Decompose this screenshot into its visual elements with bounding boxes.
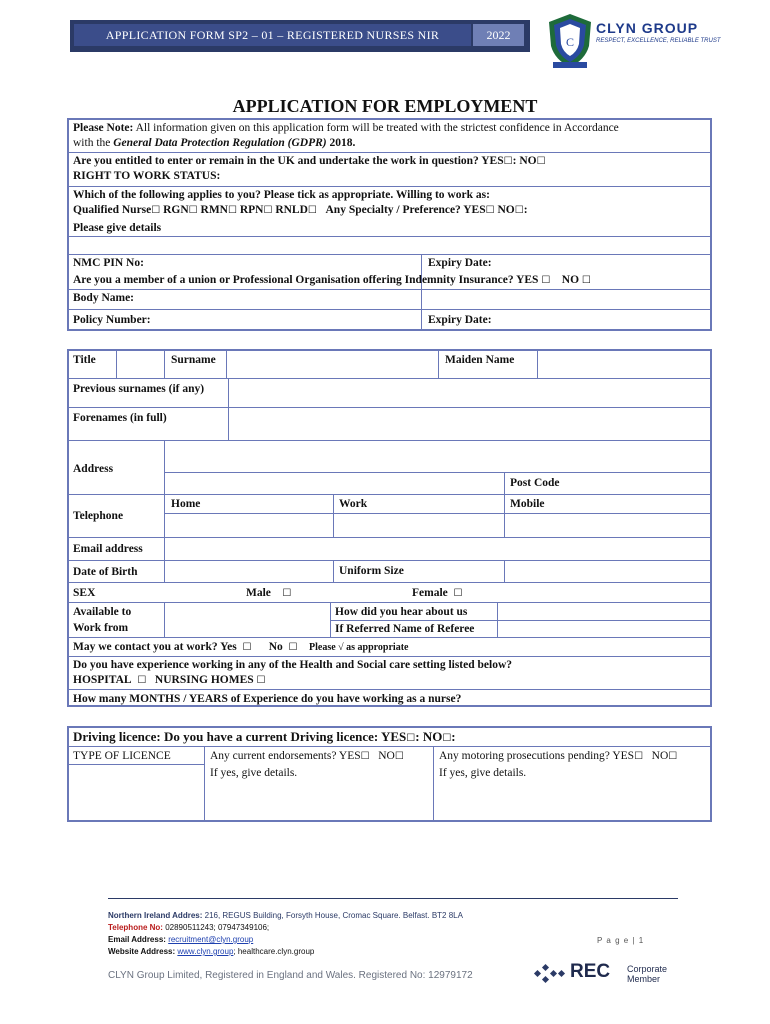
corporate-member-line1: Corporate	[627, 964, 668, 974]
company-shield-logo	[545, 12, 595, 70]
svg-text:C: C	[565, 35, 575, 49]
rec-wordmark: REC	[570, 961, 611, 982]
divider	[68, 746, 711, 747]
experience-question: Do you have experience working in any of the Health and Social care setting listed below?	[73, 659, 513, 671]
home-phone-label: Home	[171, 498, 201, 510]
contact-yes-label: May we contact you at work? Yes	[73, 641, 237, 653]
divider	[497, 602, 498, 637]
telephone-numbers	[108, 923, 269, 932]
details-field[interactable]	[69, 237, 710, 253]
policy-number-label: Policy Number:	[73, 314, 151, 326]
privacy-note-text: All information given on this application form will be treated with the strictest confidence in Accordance	[133, 122, 619, 134]
ni-address-label: Northern Ireland Addres:	[108, 911, 203, 920]
footer-rule	[108, 898, 678, 899]
endorsement-no-checkbox[interactable]: ☐	[394, 751, 404, 762]
email-label: Email address	[73, 543, 143, 555]
prosecution-no-label: NO	[651, 750, 669, 762]
divider	[68, 152, 711, 153]
rec-logo-icon	[533, 962, 567, 986]
how-hear-label: How did you hear about us	[335, 606, 468, 618]
form-header-bar	[70, 20, 530, 52]
female-label: Female	[412, 587, 448, 599]
female-checkbox[interactable]: ☐	[453, 588, 463, 599]
divider	[438, 350, 439, 378]
divider	[164, 472, 711, 473]
telephone-footer-label: Telephone No:	[108, 923, 163, 932]
rnld-checkbox[interactable]: ☐	[307, 205, 317, 216]
form-year-badge: 2022	[473, 24, 524, 46]
prosecution-yes-checkbox[interactable]: ☐	[634, 751, 644, 762]
experience-duration-question: How many MONTHS / YEARS of Experience do you have working as a nurse?	[73, 693, 462, 705]
union-no-label: NO	[561, 274, 580, 286]
contact-no-label: No	[268, 641, 283, 653]
gdpr-reference: General Data Protection Regulation (GDPR)	[113, 137, 327, 149]
nmc-pin-label: NMC PIN No:	[73, 257, 144, 269]
endorsements-question	[210, 749, 404, 764]
endorsement-details-label: If yes, give details.	[210, 767, 298, 779]
male-checkbox[interactable]: ☐	[282, 588, 292, 599]
surname-label: Surname	[171, 354, 216, 366]
page-number	[597, 936, 644, 945]
divider	[226, 350, 227, 378]
qualified-nurse-checkbox[interactable]: ☐	[151, 205, 161, 216]
footer-email	[108, 935, 253, 944]
please-give-details-label: Please give details	[73, 222, 162, 234]
telephone-label: Telephone	[73, 510, 124, 522]
endorsement-no-label: NO	[378, 750, 395, 762]
gdpr-year: 2018.	[326, 137, 356, 149]
nursing-homes-checkbox[interactable]: ☐	[256, 675, 266, 686]
page-num: | 1	[632, 936, 645, 945]
driving-yes-checkbox[interactable]: ☐	[406, 733, 416, 744]
page-title: APPLICATION FOR EMPLOYMENT	[232, 96, 538, 116]
body-name-label: Body Name:	[73, 292, 135, 304]
nmc-expiry-label: Expiry Date:	[428, 257, 492, 269]
divider	[164, 602, 165, 637]
footer-email-label: Email Address:	[108, 935, 166, 944]
website-link[interactable]: www.clyn.group	[177, 947, 234, 956]
prosecution-yes-label: Any motoring prosecutions pending? YES	[439, 750, 635, 762]
corporate-member-line2: Member	[627, 974, 661, 984]
driving-colon: :	[451, 729, 456, 744]
driving-no-label: : NO	[415, 729, 443, 744]
hospital-checkbox[interactable]: ☐	[137, 675, 147, 686]
uk-entitled-no-checkbox[interactable]: ☐	[536, 156, 546, 167]
registration-note: CLYN Group Limited, Registered in England and Wales. Registered No: 12979172	[108, 970, 473, 981]
divider	[164, 441, 165, 582]
dob-label: Date of Birth	[73, 566, 138, 578]
divider	[204, 747, 205, 821]
endorsement-yes-label: Any current endorsements? YES	[210, 750, 361, 762]
divider	[68, 186, 711, 187]
divider	[330, 620, 711, 621]
divider	[68, 689, 711, 690]
footer-website	[108, 947, 314, 956]
divider	[333, 494, 334, 537]
contact-yes-checkbox[interactable]: ☐	[242, 642, 252, 653]
divider	[68, 309, 711, 310]
ni-address	[108, 911, 463, 920]
privacy-note-line2	[73, 136, 355, 150]
specialty-label: Any Specialty / Preference? YES	[325, 204, 486, 216]
male-option	[246, 586, 291, 601]
rgn-label: RGN	[163, 204, 189, 216]
uk-entitlement-question	[73, 154, 546, 169]
union-yes-label: Are you a member of a union or Professional Organisation offering Indemnity Insurance? YES	[73, 274, 539, 286]
driving-yes-label: Driving licence: Do you have a current Driving licence: YES	[73, 729, 407, 744]
rmn-label: RMN	[200, 204, 228, 216]
uk-entitlement-label: Are you entitled to enter or remain in the UK and undertake the work in question? YES	[73, 155, 504, 167]
experience-settings	[73, 673, 266, 688]
telephone-footer-value: 02890511243; 07947349106;	[162, 923, 270, 932]
prosecutions-question	[439, 749, 677, 764]
divider	[330, 602, 331, 637]
contact-at-work-question	[73, 640, 408, 655]
rgn-checkbox[interactable]: ☐	[188, 205, 198, 216]
available-label-line2: Work from	[73, 622, 129, 634]
page-label: P a g e	[597, 936, 630, 945]
uk-entitled-yes-checkbox[interactable]: ☐	[503, 156, 513, 167]
rmn-checkbox[interactable]: ☐	[227, 205, 237, 216]
driving-licence-question	[73, 730, 456, 746]
prosecution-details-label: If yes, give details.	[439, 767, 527, 779]
divider	[164, 350, 165, 378]
role-question: Which of the following applies to you? Please tick as appropriate. Willing to work as:	[73, 189, 490, 201]
mobile-phone-label: Mobile	[510, 498, 545, 510]
hospital-label: HOSPITAL	[73, 674, 132, 686]
divider	[68, 289, 711, 290]
union-question	[73, 273, 591, 288]
privacy-note-label: Please Note:	[73, 122, 134, 134]
divider	[68, 407, 711, 408]
driving-no-checkbox[interactable]: ☐	[442, 733, 452, 744]
work-phone-label: Work	[339, 498, 368, 510]
maiden-name-label: Maiden Name	[445, 354, 515, 366]
uk-entitlement-no-label: : NO	[512, 155, 537, 167]
rpn-checkbox[interactable]: ☐	[263, 205, 273, 216]
right-to-work-heading: RIGHT TO WORK STATUS:	[73, 170, 221, 182]
post-code-label: Post Code	[510, 477, 560, 489]
nursing-homes-label: NURSING HOMES	[154, 674, 254, 686]
divider	[504, 560, 505, 582]
divider	[333, 560, 334, 582]
privacy-note	[73, 121, 619, 135]
please-tick-prefix: Please	[309, 642, 339, 653]
ni-address-value: 216, REGUS Building, Forsyth House, Cromac Square. Belfast. BT2 8LA	[202, 911, 463, 920]
endorsement-yes-checkbox[interactable]: ☐	[360, 751, 370, 762]
uniform-size-label: Uniform Size	[339, 565, 404, 577]
divider	[116, 350, 117, 378]
contact-no-checkbox[interactable]: ☐	[288, 642, 298, 653]
forenames-label: Forenames (in full)	[73, 412, 167, 424]
male-label: Male	[246, 587, 271, 599]
address-label: Address	[73, 463, 114, 475]
divider	[164, 513, 711, 514]
tick-icon: √	[338, 642, 344, 653]
divider	[433, 747, 434, 821]
divider	[421, 254, 422, 330]
rnld-label: RNLD	[275, 204, 308, 216]
rpn-label: RPN	[239, 204, 264, 216]
privacy-note-prefix: with the	[73, 137, 114, 149]
divider	[68, 378, 711, 379]
available-label-line1: Available to	[73, 606, 132, 618]
specialty-no-checkbox[interactable]: ☐	[514, 205, 524, 216]
footer-website-label: Website Address:	[108, 947, 176, 956]
company-tagline: RESPECT, EXCELLENCE, RELIABLE TRUST	[596, 38, 721, 44]
qualified-nurse-label: Qualified Nurse	[73, 204, 152, 216]
specialty-no-label: NO	[497, 204, 515, 216]
divider	[68, 582, 711, 583]
divider	[537, 350, 538, 378]
company-name: CLYN GROUP	[596, 20, 699, 36]
divider	[68, 637, 711, 638]
please-tick-note	[309, 642, 408, 653]
previous-surnames-label: Previous surnames (if any)	[73, 383, 205, 395]
specialty-colon: :	[523, 204, 528, 216]
union-yes-checkbox[interactable]: ☐	[541, 275, 551, 286]
email-link[interactable]: recruitment@clyn.group	[168, 935, 254, 944]
form-title-banner: APPLICATION FORM SP2 – 01 – REGISTERED NURSES NIR	[74, 24, 471, 46]
divider	[228, 379, 229, 440]
divider	[68, 254, 711, 255]
union-no-checkbox[interactable]: ☐	[581, 275, 591, 286]
licence-type-label: TYPE OF LICENCE	[73, 750, 171, 762]
footer-website-suffix: ; healthcare.clyn.group	[233, 947, 315, 956]
sex-label: SEX	[73, 587, 96, 599]
referee-label: If Referred Name of Referee	[335, 623, 475, 635]
policy-expiry-label: Expiry Date:	[428, 314, 492, 326]
title-label: Title	[73, 354, 96, 366]
divider	[68, 764, 204, 765]
divider	[68, 656, 711, 657]
female-option	[412, 586, 462, 601]
please-tick-suffix: as appropriate	[343, 642, 409, 653]
prosecution-no-checkbox[interactable]: ☐	[668, 751, 678, 762]
role-options	[73, 203, 528, 218]
divider	[504, 472, 505, 537]
specialty-yes-checkbox[interactable]: ☐	[485, 205, 495, 216]
